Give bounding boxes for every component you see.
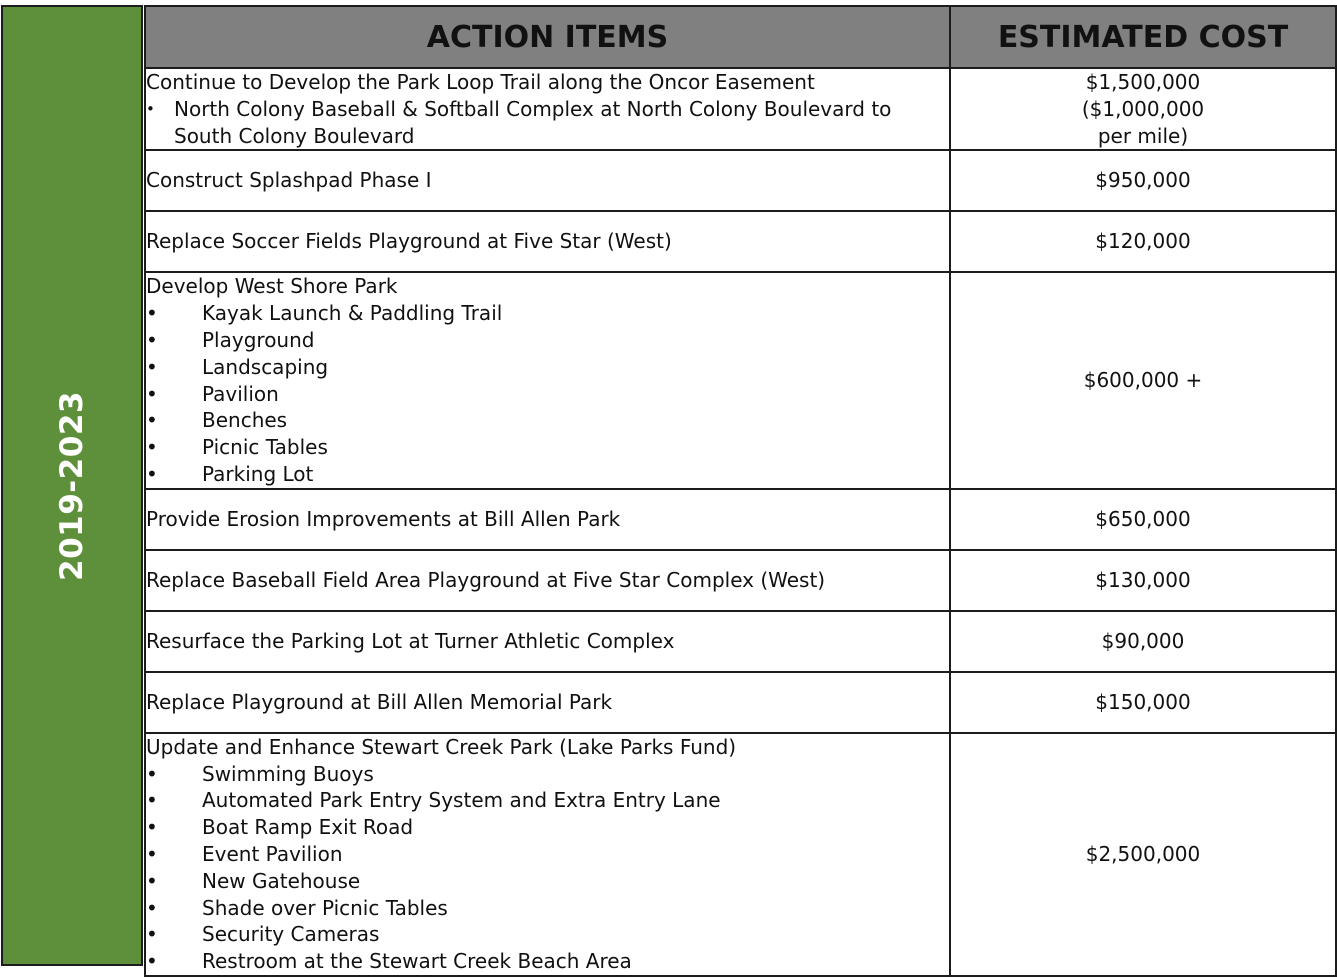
action-title: Replace Playground at Bill Allen Memorial Park — [146, 689, 613, 714]
sub-item-list — [146, 96, 949, 150]
cost-line: $1,500,000 — [1085, 70, 1201, 94]
action-cell — [145, 672, 950, 733]
period-label: 2019-2023 — [54, 391, 90, 581]
table-row — [145, 489, 1336, 550]
action-cell — [145, 211, 950, 272]
cost-line: per mile) — [1097, 123, 1189, 148]
action-cell — [145, 489, 950, 550]
sub-item: • North Colony Baseball & Softball Complex at North Colony Boulevard to South Colony Boulevard — [146, 96, 949, 150]
cost-cell: $90,000 — [950, 611, 1336, 672]
table-row — [145, 611, 1336, 672]
sub-item: • Shade over Picnic Tables — [146, 895, 949, 922]
action-cell — [145, 611, 950, 672]
table-row — [145, 68, 1336, 150]
table-row — [145, 272, 1336, 488]
action-cell — [145, 550, 950, 611]
action-cell — [145, 68, 950, 150]
sub-item: • Boat Ramp Exit Road — [146, 814, 949, 841]
sub-item: • Pavilion — [146, 381, 949, 408]
sub-item: • Parking Lot — [146, 461, 949, 488]
cost-cell: $120,000 — [950, 211, 1336, 272]
sub-item: • Event Pavilion — [146, 841, 949, 868]
sub-item: • Landscaping — [146, 354, 949, 381]
action-cell — [145, 150, 950, 211]
table-row — [145, 550, 1336, 611]
sub-item: • Swimming Buoys — [146, 761, 949, 788]
sub-item: • Playground — [146, 327, 949, 354]
table-row — [145, 150, 1336, 211]
cost-cell: $130,000 — [950, 550, 1336, 611]
sub-item-list — [146, 761, 949, 975]
sub-item: • Restroom at the Stewart Creek Beach Area — [146, 948, 949, 975]
sub-item: • Benches — [146, 407, 949, 434]
cost-cell — [950, 68, 1336, 150]
action-title: Provide Erosion Improvements at Bill Allen Park — [146, 506, 621, 531]
cost-cell: $950,000 — [950, 150, 1336, 211]
table-row — [145, 672, 1336, 733]
sub-item-list — [146, 300, 949, 488]
cost-cell: $600,000 + — [950, 272, 1336, 488]
sub-item: • Security Cameras — [146, 921, 949, 948]
cost-line: ($1,000,000 — [1081, 96, 1205, 121]
estimated-cost-header: ESTIMATED COST — [950, 6, 1336, 68]
action-items-header: ACTION ITEMS — [145, 6, 950, 68]
action-title: Develop West Shore Park — [146, 274, 398, 299]
action-cell — [145, 733, 950, 976]
action-items-table — [144, 5, 1337, 977]
table-header-row — [145, 6, 1336, 68]
action-title: Replace Baseball Field Area Playground at Five Star Complex (West) — [146, 567, 826, 592]
action-cell — [145, 272, 950, 488]
sub-item: • Picnic Tables — [146, 434, 949, 461]
table-row — [145, 211, 1336, 272]
action-title: Resurface the Parking Lot at Turner Athletic Complex — [146, 628, 675, 653]
action-title: Replace Soccer Fields Playground at Five Star (West) — [146, 229, 672, 254]
action-title: Construct Splashpad Phase I — [146, 168, 432, 193]
action-title: Update and Enhance Stewart Creek Park (Lake Parks Fund) — [146, 734, 737, 759]
sub-item: • Kayak Launch & Paddling Trail — [146, 300, 949, 327]
sub-item: • New Gatehouse — [146, 868, 949, 895]
cost-cell: $150,000 — [950, 672, 1336, 733]
cost-cell: $2,500,000 — [950, 733, 1336, 976]
cost-cell: $650,000 — [950, 489, 1336, 550]
action-title: Continue to Develop the Park Loop Trail along the Oncor Easement — [146, 70, 815, 94]
table-row — [145, 733, 1336, 976]
sub-item: • Automated Park Entry System and Extra Entry Lane — [146, 787, 949, 814]
